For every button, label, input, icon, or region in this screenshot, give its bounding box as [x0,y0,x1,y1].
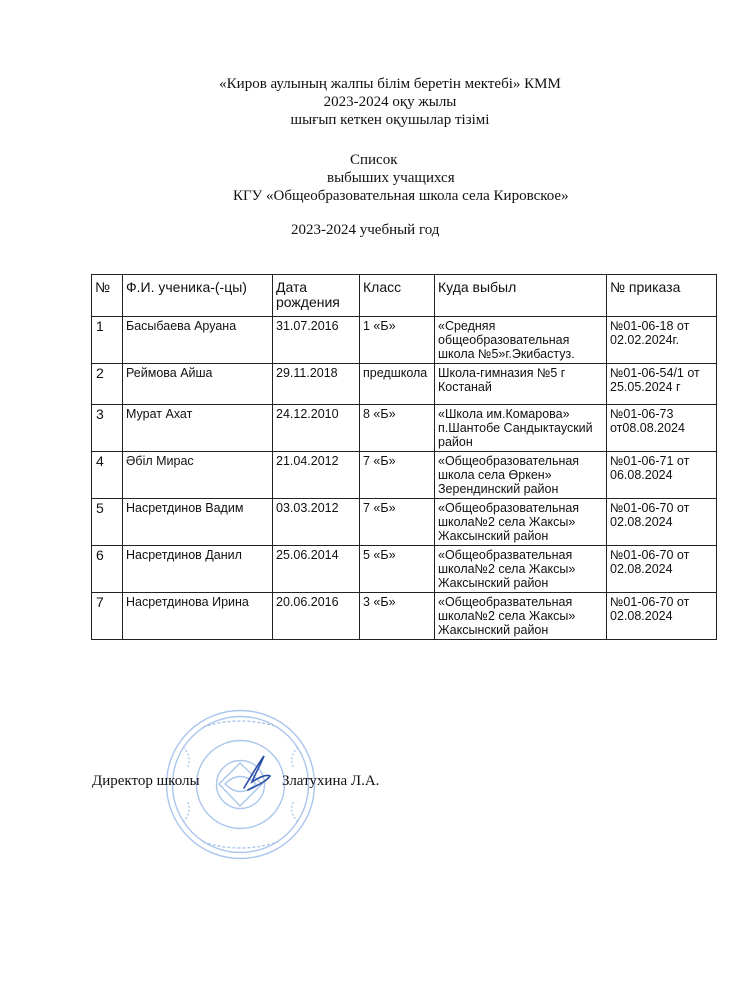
table-row [92,364,717,405]
table-row [92,452,717,499]
column-header: № приказа [607,275,717,317]
row-number: 3 [92,405,123,452]
signature-icon [236,752,276,796]
column-header: Дата рождения [273,275,360,317]
order-number: №01-06-71 от 06.08.2024 [607,452,717,499]
student-name: Мурат Ахат [123,405,273,452]
table-header-row [92,275,717,317]
student-name: Насретдинов Вадим [123,499,273,546]
director-name: Златухина Л.А. [282,773,380,789]
destination: «Общеобразовательная школа села Өркен» Зерендинский район [435,452,607,499]
table-row [92,593,717,640]
row-number: 1 [92,317,123,364]
header-ru-line3: КГУ «Общеобразовательная школа села Кировское» [233,188,569,204]
order-number: №01-06-70 от 02.08.2024 [607,499,717,546]
birth-date: 25.06.2014 [273,546,360,593]
header-kz-line2: 2023-2024 оқу жылы [323,94,457,110]
header-ru-line2: выбыших учащихся [327,170,455,186]
column-header: Класс [360,275,435,317]
row-number: 5 [92,499,123,546]
birth-date: 29.11.2018 [273,364,360,405]
destination: «Средняя общеобразовательная школа №5»г.Экибастуз. [435,317,607,364]
birth-date: 24.12.2010 [273,405,360,452]
class: 7 «Б» [360,499,435,546]
column-header: Куда выбыл [435,275,607,317]
header-kz-line1: «Киров аулының жалпы білім беретін мектебі» КММ [219,76,561,92]
class: 3 «Б» [360,593,435,640]
birth-date: 21.04.2012 [273,452,360,499]
table-row [92,499,717,546]
class: предшкола [360,364,435,405]
header-kazakh [80,75,700,129]
table-row [92,317,717,364]
students-table [91,274,717,640]
destination: «Общеобразвательная школа№2 села Жаксы» Жаксынский район [435,593,607,640]
table-row [92,546,717,593]
table-row [92,405,717,452]
student-name: Насретдинова Ирина [123,593,273,640]
header-ru-line1: Список [350,152,398,168]
birth-date: 20.06.2016 [273,593,360,640]
student-name: Насретдинов Данил [123,546,273,593]
header-ru-line4: 2023-2024 учебный год [291,222,440,238]
order-number: №01-06-54/1 от 25.05.2024 г [607,364,717,405]
student-name: Басыбаева Аруана [123,317,273,364]
student-name: Әбіл Мирас [123,452,273,499]
column-header: № [92,275,123,317]
order-number: №01-06-18 от 02.02.2024г. [607,317,717,364]
birth-date: 31.07.2016 [273,317,360,364]
birth-date: 03.03.2012 [273,499,360,546]
row-number: 7 [92,593,123,640]
destination: «Общеобразовательная школа№2 села Жаксы» Жаксынский район [435,499,607,546]
row-number: 2 [92,364,123,405]
class: 1 «Б» [360,317,435,364]
order-number: №01-06-73 от08.08.2024 [607,405,717,452]
director-label: Директор школы [92,773,200,789]
class: 5 «Б» [360,546,435,593]
order-number: №01-06-70 от 02.08.2024 [607,593,717,640]
class: 8 «Б» [360,405,435,452]
row-number: 6 [92,546,123,593]
column-header: Ф.И. ученика-(-цы) [123,275,273,317]
header-kz-line3: шығып кеткен оқушылар тізімі [290,112,490,128]
destination: «Школа им.Комарова» п.Шантобе Сандыктауский район [435,405,607,452]
student-name: Реймова Айша [123,364,273,405]
class: 7 «Б» [360,452,435,499]
order-number: №01-06-70 от 02.08.2024 [607,546,717,593]
destination: «Общеобразвательная школа№2 села Жаксы» Жаксынский район [435,546,607,593]
destination: Школа-гимназия №5 г Костанай [435,364,607,405]
row-number: 4 [92,452,123,499]
